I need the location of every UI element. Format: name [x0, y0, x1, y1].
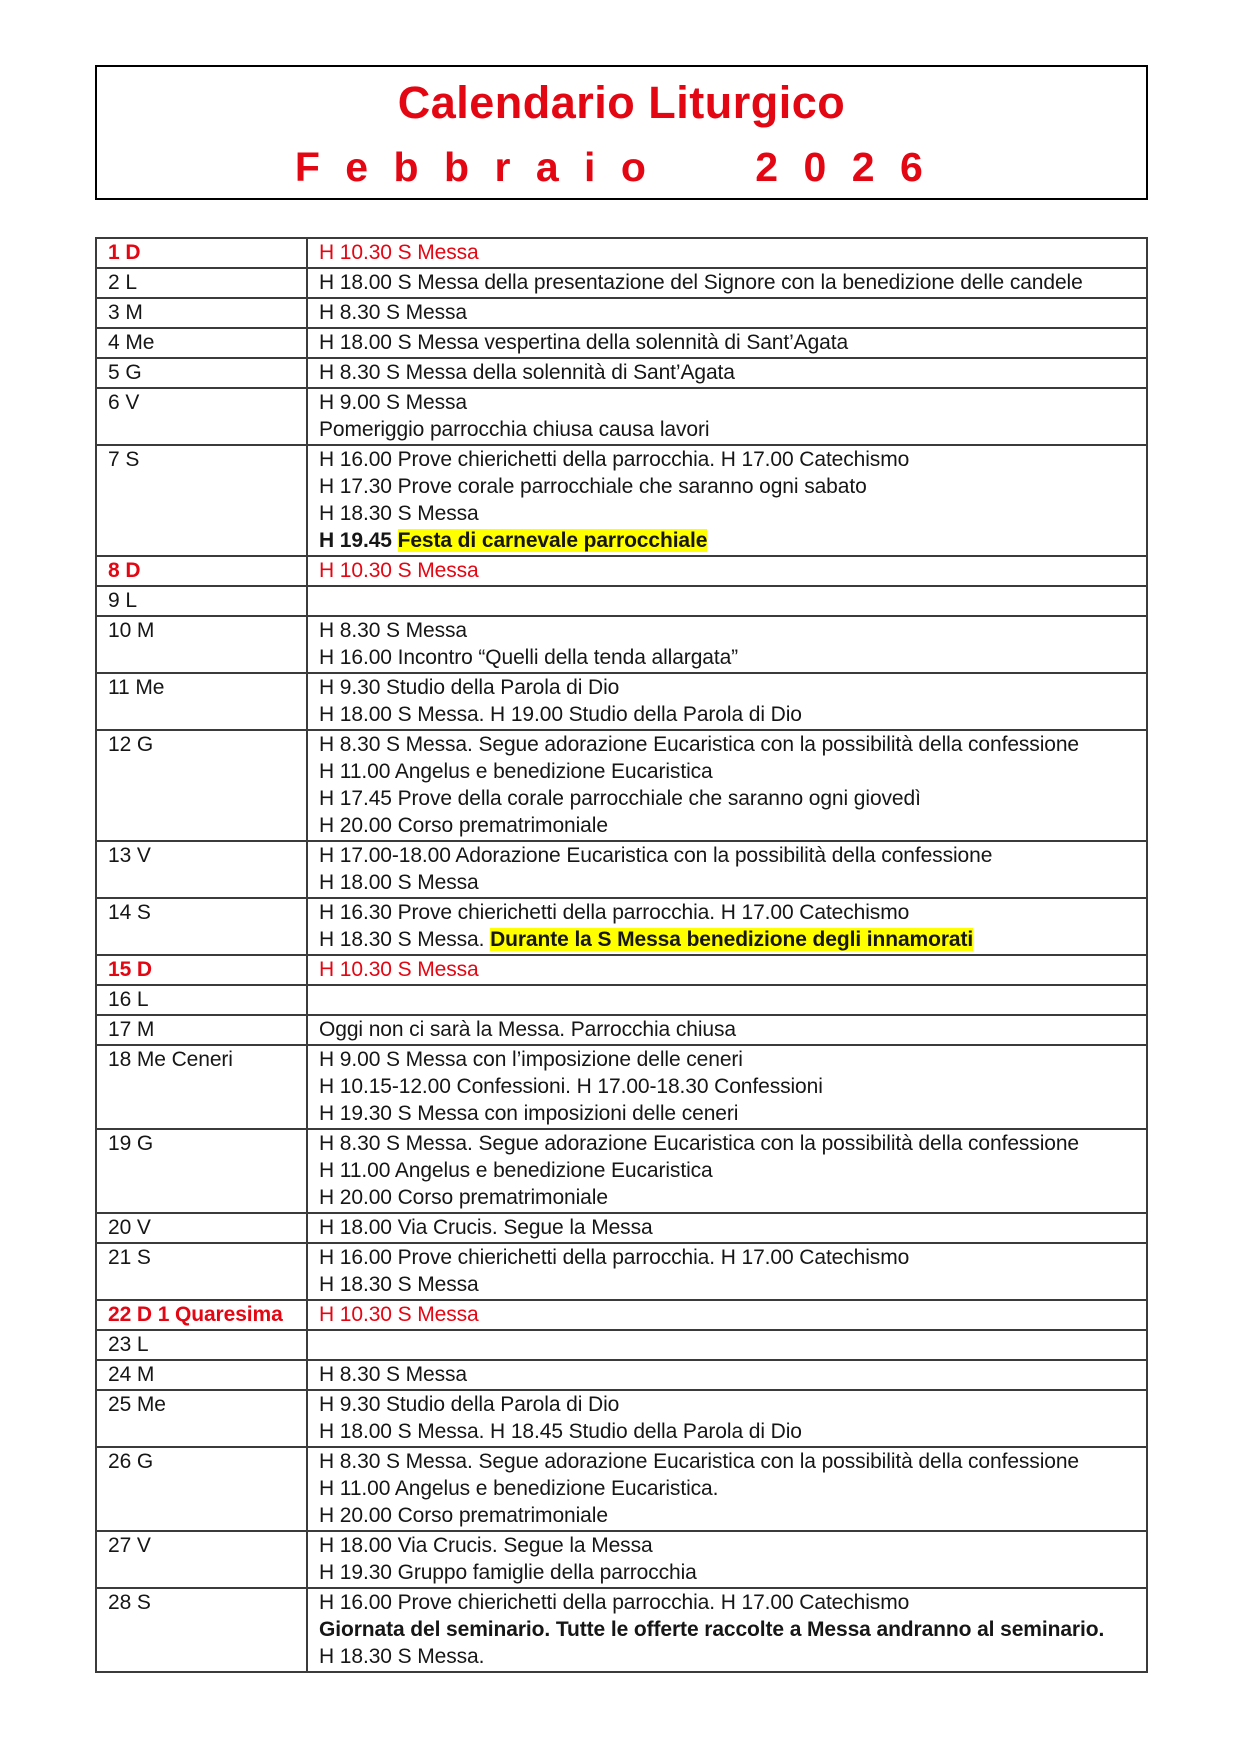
event-line: [319, 1100, 1138, 1127]
events-cell: [307, 586, 1147, 616]
event-text: H 19.30 S Messa con imposizioni delle ceneri: [319, 1102, 739, 1125]
date-cell: 4 Me: [96, 328, 307, 358]
date-cell: 7 S: [96, 445, 307, 556]
events-cell: [307, 985, 1147, 1015]
event-text: H 8.30 S Messa. Segue adorazione Eucaristica con la possibilità della confessione: [319, 733, 1080, 756]
calendar-row: [96, 1300, 1147, 1330]
event-text: H 8.30 S Messa. Segue adorazione Eucaristica con la possibilità della confessione: [319, 1132, 1080, 1155]
event-line: [319, 812, 1138, 839]
events-cell: [307, 1300, 1147, 1330]
event-text: H 17.30 Prove corale parrocchiale che saranno ogni sabato: [319, 475, 867, 498]
event-line: [319, 1448, 1138, 1475]
event-text: H 18.00 S Messa della presentazione del Signore con la benedizione delle candele: [319, 271, 1083, 294]
calendar-row: [96, 1531, 1147, 1588]
date-cell: 1 D: [96, 238, 307, 268]
events-cell: [307, 1360, 1147, 1390]
event-line: [319, 617, 1138, 644]
calendar-row: [96, 1330, 1147, 1360]
event-line: [319, 299, 1138, 326]
date-cell: 3 M: [96, 298, 307, 328]
page-title: Calendario Liturgico: [397, 77, 846, 128]
event-text: Giornata del seminario. Tutte le offerte raccolte a Messa andranno al seminario.: [319, 1618, 1105, 1641]
events-cell: [307, 1243, 1147, 1300]
date-cell: 5 G: [96, 358, 307, 388]
events-cell: [307, 268, 1147, 298]
events-cell: [307, 298, 1147, 328]
events-cell: [307, 388, 1147, 445]
event-line: [319, 1016, 1138, 1043]
event-line: [319, 1184, 1138, 1211]
event-line: [319, 1271, 1138, 1298]
calendar-row: [96, 673, 1147, 730]
event-line: [319, 701, 1138, 728]
date-cell: 14 S: [96, 898, 307, 955]
event-line: [319, 527, 1138, 554]
event-text: H 9.30 Studio della Parola di Dio: [319, 676, 620, 699]
event-line: [319, 1532, 1138, 1559]
date-cell: 27 V: [96, 1531, 307, 1588]
events-cell: [307, 841, 1147, 898]
event-text: H 19.30 Gruppo famiglie della parrocchia: [319, 1561, 697, 1584]
event-line: [319, 1244, 1138, 1271]
date-cell: 20 V: [96, 1213, 307, 1243]
event-line: [319, 389, 1138, 416]
event-text: H 18.00 Via Crucis. Segue la Messa: [319, 1216, 653, 1239]
date-cell: 15 D: [96, 955, 307, 985]
date-cell: 21 S: [96, 1243, 307, 1300]
date-cell: 26 G: [96, 1447, 307, 1531]
event-text: H 18.00 S Messa: [319, 871, 479, 894]
event-line: [319, 1046, 1138, 1073]
event-text: H 17.45 Prove della corale parrocchiale che saranno ogni giovedì: [319, 787, 921, 810]
event-line: [319, 1589, 1138, 1616]
event-text: H 9.00 S Messa con l’imposizione delle ceneri: [319, 1048, 743, 1071]
date-cell: 10 M: [96, 616, 307, 673]
event-line: [319, 956, 1138, 983]
event-text: H 9.30 Studio della Parola di Dio: [319, 1393, 620, 1416]
calendar-row: [96, 268, 1147, 298]
events-cell: [307, 1330, 1147, 1360]
event-line: [319, 1073, 1138, 1100]
events-cell: [307, 1045, 1147, 1129]
events-cell: [307, 673, 1147, 730]
event-line: [319, 500, 1138, 527]
event-text: Pomeriggio parrocchia chiusa causa lavori: [319, 418, 710, 441]
event-text: H 20.00 Corso prematrimoniale: [319, 1504, 608, 1527]
calendar-row: [96, 238, 1147, 268]
event-line: [319, 269, 1138, 296]
event-text: H 11.00 Angelus e benedizione Eucaristica: [319, 760, 713, 783]
event-text: H 16.00 Prove chierichetti della parrocchia. H 17.00 Catechismo: [319, 1591, 910, 1614]
calendar-row: [96, 445, 1147, 556]
event-line: [319, 926, 1138, 953]
date-cell: 18 Me Ceneri: [96, 1045, 307, 1129]
event-line: [319, 1559, 1138, 1586]
event-text: H 10.30 S Messa: [319, 559, 479, 582]
events-cell: [307, 955, 1147, 985]
calendar-row: [96, 841, 1147, 898]
event-text: H 20.00 Corso prematrimoniale: [319, 814, 608, 837]
events-cell: [307, 730, 1147, 841]
events-cell: [307, 328, 1147, 358]
event-line: [319, 758, 1138, 785]
event-line: [319, 446, 1138, 473]
event-text: H 20.00 Corso prematrimoniale: [319, 1186, 608, 1209]
title-box: [95, 65, 1148, 200]
event-line: [319, 239, 1138, 266]
events-cell: [307, 1213, 1147, 1243]
event-text: H 16.30 Prove chierichetti della parrocchia. H 17.00 Catechismo: [319, 901, 910, 924]
events-cell: [307, 238, 1147, 268]
calendar-row: [96, 1045, 1147, 1129]
calendar-row: [96, 298, 1147, 328]
event-line: [319, 785, 1138, 812]
event-text: H 16.00 Prove chierichetti della parrocchia. H 17.00 Catechismo: [319, 1246, 910, 1269]
date-cell: 16 L: [96, 985, 307, 1015]
event-line: [319, 731, 1138, 758]
event-text: H 11.00 Angelus e benedizione Eucaristica.: [319, 1477, 719, 1500]
event-line: [319, 1361, 1138, 1388]
date-cell: 12 G: [96, 730, 307, 841]
event-text: H 18.30 S Messa: [319, 1273, 479, 1296]
calendar-row: [96, 1447, 1147, 1531]
date-cell: 23 L: [96, 1330, 307, 1360]
calendar-row: [96, 1015, 1147, 1045]
events-cell: [307, 616, 1147, 673]
events-cell: [307, 358, 1147, 388]
event-line: [319, 1616, 1138, 1643]
date-cell: 22 D 1 Quaresima: [96, 1300, 307, 1330]
event-text: Festa di carnevale parrocchiale: [397, 529, 708, 552]
event-line: [319, 644, 1138, 671]
date-cell: 8 D: [96, 556, 307, 586]
page-subtitle-month: Febbraio 2026: [294, 144, 949, 190]
date-cell: 25 Me: [96, 1390, 307, 1447]
events-cell: [307, 1015, 1147, 1045]
event-line: [319, 842, 1138, 869]
event-line: [319, 473, 1138, 500]
event-text: Durante la S Messa benedizione degli innamorati: [490, 928, 974, 951]
event-text: H 18.30 S Messa.: [319, 1645, 485, 1668]
event-text: H 10.30 S Messa: [319, 241, 479, 264]
events-cell: [307, 1447, 1147, 1531]
date-cell: 6 V: [96, 388, 307, 445]
event-text: H 16.00 Incontro “Quelli della tenda allargata”: [319, 646, 739, 669]
calendar-row: [96, 730, 1147, 841]
events-cell: [307, 1588, 1147, 1672]
event-line: [319, 1130, 1138, 1157]
calendar-body: [96, 238, 1147, 1672]
date-cell: 9 L: [96, 586, 307, 616]
event-line: [319, 1475, 1138, 1502]
event-text: H 18.30 S Messa: [319, 502, 479, 525]
calendar-row: [96, 1390, 1147, 1447]
event-line: [319, 869, 1138, 896]
date-cell: 17 M: [96, 1015, 307, 1045]
calendar-row: [96, 898, 1147, 955]
event-text: H 16.00 Prove chierichetti della parrocchia. H 17.00 Catechismo: [319, 448, 910, 471]
calendar-row: [96, 1129, 1147, 1213]
event-text: H 10.15-12.00 Confessioni. H 17.00-18.30 Confessioni: [319, 1075, 823, 1098]
events-cell: [307, 1531, 1147, 1588]
event-line: [319, 1214, 1138, 1241]
date-cell: 2 L: [96, 268, 307, 298]
event-line: [319, 1418, 1138, 1445]
event-text: H 17.00-18.00 Adorazione Eucaristica con la possibilità della confessione: [319, 844, 993, 867]
date-cell: 13 V: [96, 841, 307, 898]
date-cell: 24 M: [96, 1360, 307, 1390]
calendar-row: [96, 955, 1147, 985]
event-text: H 8.30 S Messa: [319, 1363, 467, 1386]
event-text: H 18.00 S Messa. H 18.45 Studio della Parola di Dio: [319, 1420, 802, 1443]
event-line: [319, 329, 1138, 356]
event-text: H 8.30 S Messa. Segue adorazione Eucaristica con la possibilità della confessione: [319, 1450, 1080, 1473]
calendar-row: [96, 1213, 1147, 1243]
event-line: [319, 1643, 1138, 1670]
events-cell: [307, 556, 1147, 586]
event-text: H 11.00 Angelus e benedizione Eucaristica: [319, 1159, 713, 1182]
event-text: H 18.00 S Messa vespertina della solennità di Sant’Agata: [319, 331, 849, 354]
events-cell: [307, 445, 1147, 556]
event-line: [319, 1502, 1138, 1529]
event-line: [319, 1157, 1138, 1184]
calendar-row: [96, 388, 1147, 445]
date-cell: 11 Me: [96, 673, 307, 730]
event-text: H 9.00 S Messa: [319, 391, 467, 414]
event-text: H 8.30 S Messa: [319, 619, 467, 642]
liturgical-calendar-table: [95, 237, 1148, 1673]
calendar-row: [96, 616, 1147, 673]
event-text: H 18.00 Via Crucis. Segue la Messa: [319, 1534, 653, 1557]
event-line: [319, 416, 1138, 443]
event-text: H 18.00 S Messa. H 19.00 Studio della Parola di Dio: [319, 703, 802, 726]
event-text: Oggi non ci sarà la Messa. Parrocchia chiusa: [319, 1018, 736, 1041]
date-cell: 28 S: [96, 1588, 307, 1672]
event-line: [319, 674, 1138, 701]
calendar-row: [96, 358, 1147, 388]
events-cell: [307, 898, 1147, 955]
calendar-row: [96, 985, 1147, 1015]
events-cell: [307, 1129, 1147, 1213]
event-line: [319, 359, 1138, 386]
calendar-row: [96, 328, 1147, 358]
event-text: H 18.30 S Messa.: [319, 928, 491, 951]
events-cell: [307, 1390, 1147, 1447]
calendar-row: [96, 1243, 1147, 1300]
event-text: H 19.45: [319, 529, 398, 552]
calendar-row: [96, 556, 1147, 586]
calendar-row: [96, 1360, 1147, 1390]
event-text: H 10.30 S Messa: [319, 958, 479, 981]
event-line: [319, 899, 1138, 926]
event-text: H 8.30 S Messa: [319, 301, 467, 324]
calendar-row: [96, 586, 1147, 616]
event-line: [319, 1391, 1138, 1418]
date-cell: 19 G: [96, 1129, 307, 1213]
calendar-row: [96, 1588, 1147, 1672]
event-text: H 10.30 S Messa: [319, 1303, 479, 1326]
event-line: [319, 557, 1138, 584]
event-text: H 8.30 S Messa della solennità di Sant’Agata: [319, 361, 735, 384]
event-line: [319, 1301, 1138, 1328]
